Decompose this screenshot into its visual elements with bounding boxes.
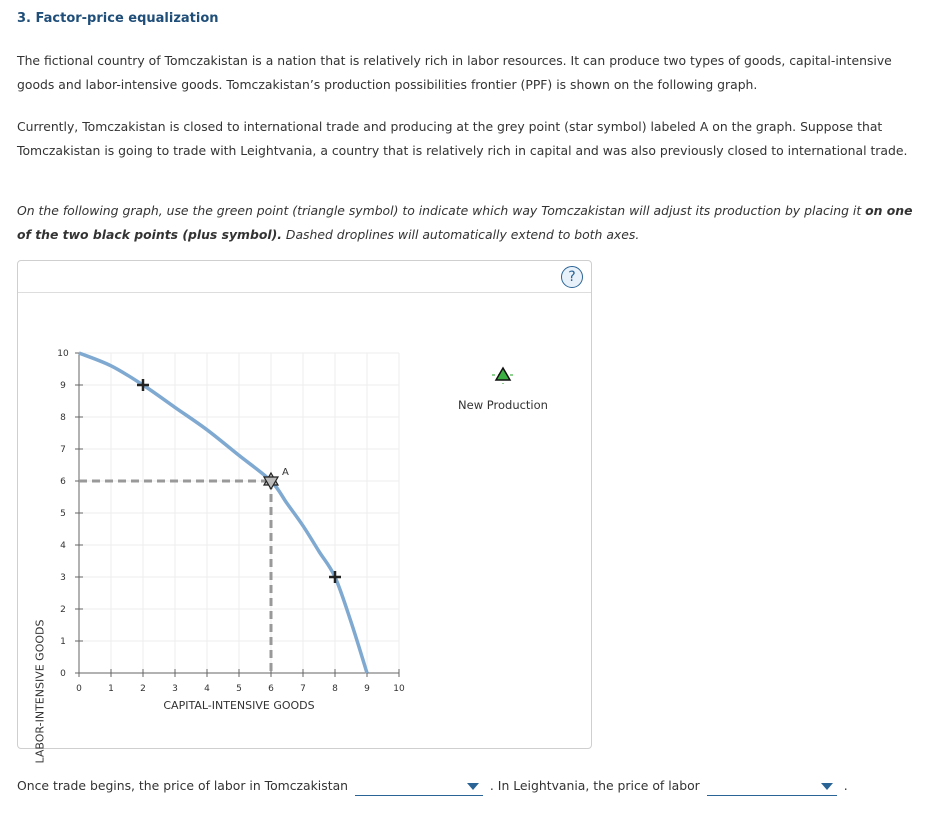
answer-text-2: . In Leightvania, the price of labor xyxy=(489,778,700,793)
x-tick-label: 10 xyxy=(393,684,405,694)
instruction-emphasis: on one of the two black points (plus symbol). xyxy=(17,203,913,242)
labor-price-leightvania-select[interactable] xyxy=(707,777,837,796)
graph-panel xyxy=(17,260,592,764)
chevron-down-icon[interactable] xyxy=(467,783,479,790)
legend xyxy=(458,368,548,412)
y-tick-label: 6 xyxy=(60,477,66,487)
ticks xyxy=(57,349,405,694)
page-title: 3. Factor-price equalization xyxy=(17,11,219,26)
y-axis-title: LABOR-INTENSIVE GOODS xyxy=(33,619,47,764)
intro-paragraph: The fictional country of Tomczakistan is a nation that is relatively rich in labor resources. It can produce two types of goods, capital-intensive goods and labor-intensive goods. Tomczakistan’s production possibilities frontier (PPF) is shown on the following graph. xyxy=(17,53,892,92)
y-tick-label: 0 xyxy=(60,669,66,679)
instruction-paragraph xyxy=(17,199,922,246)
chevron-down-icon[interactable] xyxy=(821,783,833,790)
ppf-graph[interactable] xyxy=(18,261,593,750)
x-tick-label: 0 xyxy=(76,684,82,694)
x-tick-label: 6 xyxy=(268,684,274,694)
y-tick-label: 7 xyxy=(60,445,66,455)
scenario-paragraph: Currently, Tomczakistan is closed to international trade and producing at the grey point (star symbol) labeled A on the graph. Suppose that Tomczakistan is going to trade with Leightvania, a country that is relatively rich in capital and was also previously closed to international trade. xyxy=(17,119,908,158)
y-tick-label: 1 xyxy=(60,637,66,647)
y-tick-label: 4 xyxy=(60,541,66,551)
x-tick-label: 1 xyxy=(108,684,114,694)
help-icon[interactable]: ? xyxy=(561,266,583,288)
labor-price-tomczakistan-select[interactable] xyxy=(355,777,483,796)
answer-text-3: . xyxy=(843,778,848,793)
black-plus-point[interactable] xyxy=(329,571,341,583)
x-tick-label: 7 xyxy=(300,684,306,694)
x-axis-title: CAPITAL-INTENSIVE GOODS xyxy=(163,699,315,712)
instruction-part-2: Dashed droplines will automatically extend to both axes. xyxy=(281,226,640,242)
x-tick-label: 9 xyxy=(364,684,370,694)
x-tick-label: 5 xyxy=(236,684,242,694)
point-a-label: A xyxy=(282,467,289,478)
y-tick-label: 5 xyxy=(60,509,66,519)
x-tick-label: 8 xyxy=(332,684,338,694)
y-tick-label: 2 xyxy=(60,605,66,615)
legend-label: New Production xyxy=(458,398,548,412)
x-tick-label: 4 xyxy=(204,684,210,694)
answer-text-1: Once trade begins, the price of labor in Tomczakistan xyxy=(17,778,349,793)
y-tick-label: 10 xyxy=(57,349,69,359)
y-tick-label: 8 xyxy=(60,413,66,423)
instruction-part-1: On the following graph, use the green point (triangle symbol) to indicate which way Tomczakistan will adjust its production by placing it xyxy=(17,203,866,218)
x-tick-label: 2 xyxy=(140,684,146,694)
y-tick-label: 9 xyxy=(60,381,66,391)
y-tick-label: 3 xyxy=(60,573,66,583)
answer-sentence xyxy=(17,777,848,796)
x-tick-label: 3 xyxy=(172,684,178,694)
